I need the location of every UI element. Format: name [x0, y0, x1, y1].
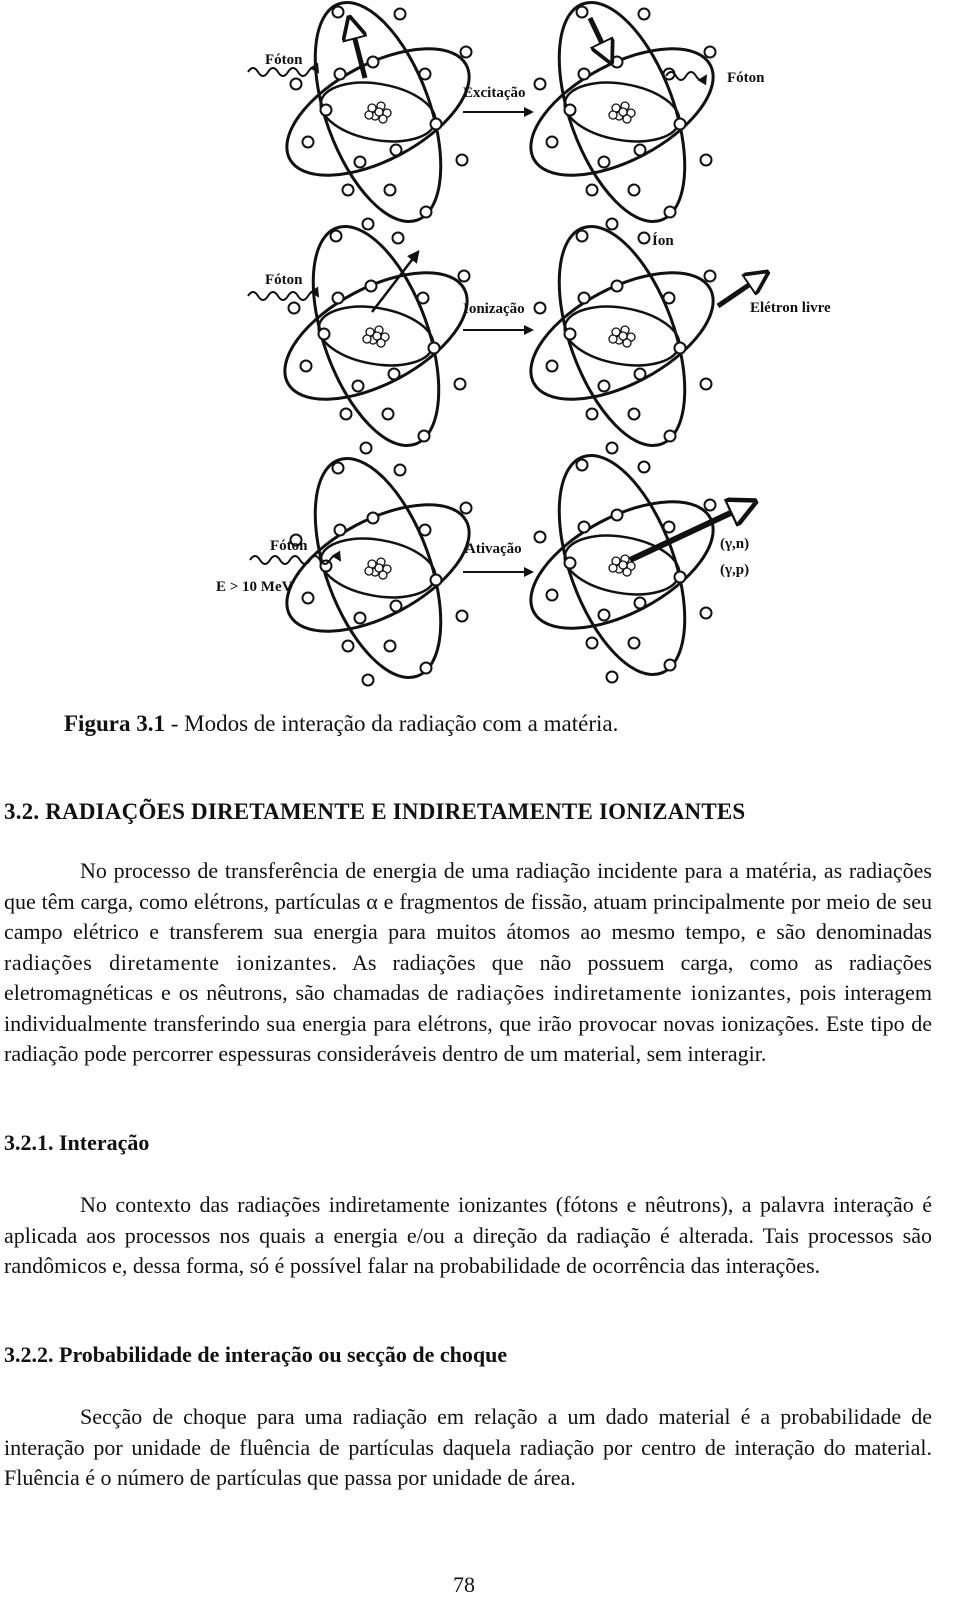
process-label-excitation: Excitação	[463, 85, 526, 101]
gamma-n-label: (γ,n)	[720, 536, 750, 552]
paragraph-text: . As radiações que não possuem carga, como as radiações eletromagnéticas e os nêutrons, são chamadas de	[4, 949, 932, 1005]
paragraph-text: No contexto das radiações indiretamente ionizantes (fótons e nêutrons), a palavra interação é aplicada aos processos nos quais a energia e/ou a direção da radiação é alterada. Tais processos são randômicos e, dessa forma, só é possível falar na probabilidade de ocorrência das interações.	[4, 1192, 932, 1278]
panel-excitation	[248, 0, 765, 238]
subsection-heading-cross-section: 3.2.2. Probabilidade de interação ou secção de choque	[4, 1342, 508, 1367]
free-electron-label: Elétron livre	[750, 300, 831, 316]
energy-label: E > 10 MeV	[216, 579, 293, 595]
subsection-heading-interaction: 3.2.1. Interação	[4, 1130, 150, 1155]
subsection-paragraph-interaction	[4, 1190, 932, 1282]
panel-activation	[216, 439, 752, 694]
atom-after-icon	[511, 0, 733, 238]
activated-atom-icon	[511, 439, 733, 691]
process-label-activation: Ativação	[465, 541, 522, 557]
term-direct: radiações diretamente ionizantes	[4, 949, 332, 975]
atom-interaction-figure	[0, 0, 960, 700]
section-heading: 3.2. RADIAÇÕES DIRETAMENTE E INDIRETAMENTE IONIZANTES	[4, 799, 746, 824]
gamma-p-label: (γ,p)	[720, 562, 750, 578]
ion-label: Íon	[652, 233, 674, 249]
deexcitation-arrow-icon	[590, 18, 610, 60]
atom-before-icon	[265, 210, 487, 462]
paragraph-text: No processo de transferência de energia de uma radiação incidente para a matéria, as radiações que têm carga, como elétrons, partículas α e fragmentos de fissão, atuam principalmente por meio de seu campo elétrico e transferem sua energia para muitos átomos ao mesmo tempo, e são denominadas	[4, 858, 932, 944]
paragraph-text: Secção de choque para uma radiação em relação a um dado material é a probabilidade de interação por unidade de fluência de partículas daquela radiação por centro de interação do material. Fluência é o número de partículas que passa por unidade de área.	[4, 1404, 932, 1490]
figure-caption	[64, 711, 618, 737]
photon-label: Fóton	[270, 538, 308, 554]
photon-label: Fóton	[265, 52, 303, 68]
photon-out-label: Fóton	[727, 70, 765, 86]
atom-before-icon	[267, 442, 489, 694]
incoming-photon-icon	[248, 68, 318, 76]
panel-ionization	[248, 210, 831, 462]
photon-label: Fóton	[265, 272, 303, 288]
figure-caption-text: - Modos de interação da radiação com a matéria.	[164, 711, 619, 736]
figure-caption-number: Figura 3.1	[64, 711, 165, 736]
paragraph-text: , pois interagem individualmente transferindo sua energia para elétrons, que irão provocar novas ionizações. Este tipo de radiação pode percorrer espessuras consideráveis dentro de um material, sem interagir.	[4, 980, 932, 1066]
section-paragraph	[4, 856, 932, 1070]
process-label-ionization: Ionização	[463, 301, 525, 317]
atom-before-icon	[267, 0, 489, 238]
ion-atom-icon	[511, 210, 733, 462]
subsection-paragraph-cross-section	[4, 1402, 932, 1494]
term-indirect: radiações indiretamente ionizantes	[456, 980, 786, 1005]
incoming-photon-icon	[248, 292, 318, 300]
page-number: 78	[453, 1572, 475, 1597]
